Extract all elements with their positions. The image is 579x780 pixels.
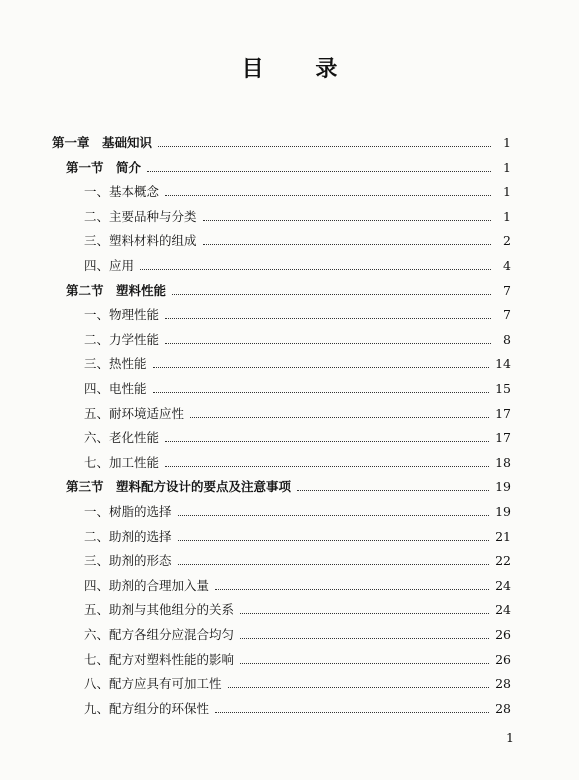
toc-entry (84, 399, 511, 421)
toc-entry-label: 六、配方各组分应混合均匀 (84, 627, 235, 642)
toc-entry-label: 四、电性能 (84, 381, 147, 396)
toc-entry-page: 1 (503, 184, 511, 200)
toc-entry-page: 18 (495, 454, 511, 470)
toc-entry-label: 三、塑料材料的组成 (84, 233, 197, 249)
dot-leader (140, 269, 491, 270)
toc-entry (84, 546, 511, 568)
toc-entry (66, 153, 511, 175)
toc-entry-page: 24 (495, 602, 511, 618)
toc-entry-page: 1 (503, 135, 511, 150)
dot-leader (165, 441, 489, 442)
dot-leader (158, 146, 491, 147)
toc-entry (84, 349, 511, 371)
dot-leader (178, 564, 490, 565)
toc-entry-page: 8 (503, 331, 511, 347)
toc-entry-page: 19 (495, 504, 511, 519)
toc-entry (84, 374, 511, 396)
toc-entry (84, 300, 511, 322)
toc-entry-page: 7 (503, 307, 511, 323)
toc-entry (52, 128, 511, 150)
dot-leader (165, 343, 491, 344)
toc-entry-label: 第一章 基础知识 (52, 135, 153, 150)
page-number: 1 (506, 730, 514, 745)
toc-entry-page: 4 (503, 258, 511, 273)
toc-entry (84, 251, 511, 273)
dot-leader (190, 417, 489, 418)
dot-leader (153, 392, 490, 393)
dot-leader (215, 589, 489, 590)
toc-entry (84, 177, 511, 199)
toc-entry-label: 第二节 塑料性能 (66, 282, 167, 298)
toc-entry (84, 325, 511, 347)
dot-leader (178, 515, 490, 516)
toc-entry (84, 669, 511, 691)
toc-entry (84, 202, 511, 224)
toc-entry-label: 七、加工性能 (84, 454, 160, 470)
toc-entry-label: 五、耐环境适应性 (84, 405, 185, 421)
page-title: 目 录 (241, 56, 360, 82)
toc-entry-label: 二、主要品种与分类 (84, 208, 197, 224)
dot-leader (165, 466, 489, 467)
dot-leader (172, 294, 491, 295)
dot-leader (178, 540, 490, 541)
dot-leader (203, 244, 491, 245)
toc-entry (84, 226, 511, 248)
dot-leader (165, 195, 491, 196)
toc-entry (66, 276, 511, 298)
toc-entry-label: 一、物理性能 (84, 307, 160, 323)
toc-entry-label: 六、老化性能 (84, 430, 160, 446)
toc-entry-page: 17 (495, 430, 511, 446)
toc-entry-label: 三、助剂的形态 (84, 553, 172, 569)
dot-leader (165, 318, 491, 319)
toc-entry (84, 423, 511, 445)
toc-entry (84, 645, 511, 667)
toc-entry-label: 第三节 塑料配方设计的要点及注意事项 (66, 479, 292, 495)
toc-entry (84, 497, 511, 519)
toc-entry-label: 二、力学性能 (84, 331, 160, 347)
toc-entry-label: 九、配方组分的环保性 (84, 700, 210, 716)
toc-entry-label: 五、助剂与其他组分的关系 (84, 602, 235, 618)
toc-entry-label: 七、配方对塑料性能的影响 (84, 651, 235, 667)
toc-entry-label: 八、配方应具有可加工性 (84, 676, 222, 692)
toc-entry-page: 26 (495, 627, 511, 642)
toc-entry-page: 26 (495, 651, 511, 667)
toc-entry-page: 7 (503, 282, 511, 298)
toc-entry-label: 三、热性能 (84, 356, 147, 372)
toc-entry (84, 694, 511, 716)
dot-leader (240, 638, 489, 639)
dot-leader (240, 613, 489, 614)
toc-entry-page: 19 (495, 479, 511, 495)
toc-entry-label: 二、助剂的选择 (84, 528, 172, 544)
dot-leader (215, 712, 489, 713)
toc-entry (84, 595, 511, 617)
toc-entry (66, 472, 511, 494)
dot-leader (147, 171, 491, 172)
toc-entry-page: 24 (495, 577, 511, 593)
toc-entry-label: 一、基本概念 (84, 184, 160, 200)
toc-entry (84, 620, 511, 642)
toc-entry-page: 21 (495, 528, 511, 544)
toc-entry-page: 28 (495, 676, 511, 692)
toc-entry-label: 一、树脂的选择 (84, 504, 172, 519)
toc-entry-page: 17 (495, 405, 511, 421)
toc-entry (84, 448, 511, 470)
toc-entry-page: 1 (503, 159, 511, 175)
toc-entry-label: 四、应用 (84, 258, 135, 273)
toc-entry-page: 15 (495, 381, 511, 396)
toc-entry-page: 1 (503, 208, 511, 224)
dot-leader (297, 490, 489, 491)
toc-entry-page: 2 (503, 233, 511, 249)
toc-entry-page: 14 (495, 356, 511, 372)
dot-leader (228, 687, 490, 688)
dot-leader (240, 663, 489, 664)
dot-leader (153, 367, 490, 368)
toc-entry-label: 四、助剂的合理加入量 (84, 577, 210, 593)
toc-entry (84, 522, 511, 544)
toc-entry-label: 第一节 简介 (66, 159, 142, 175)
toc-entry-page: 22 (495, 553, 511, 569)
dot-leader (203, 220, 491, 221)
toc-entry (84, 571, 511, 593)
toc-entry-page: 28 (495, 700, 511, 716)
